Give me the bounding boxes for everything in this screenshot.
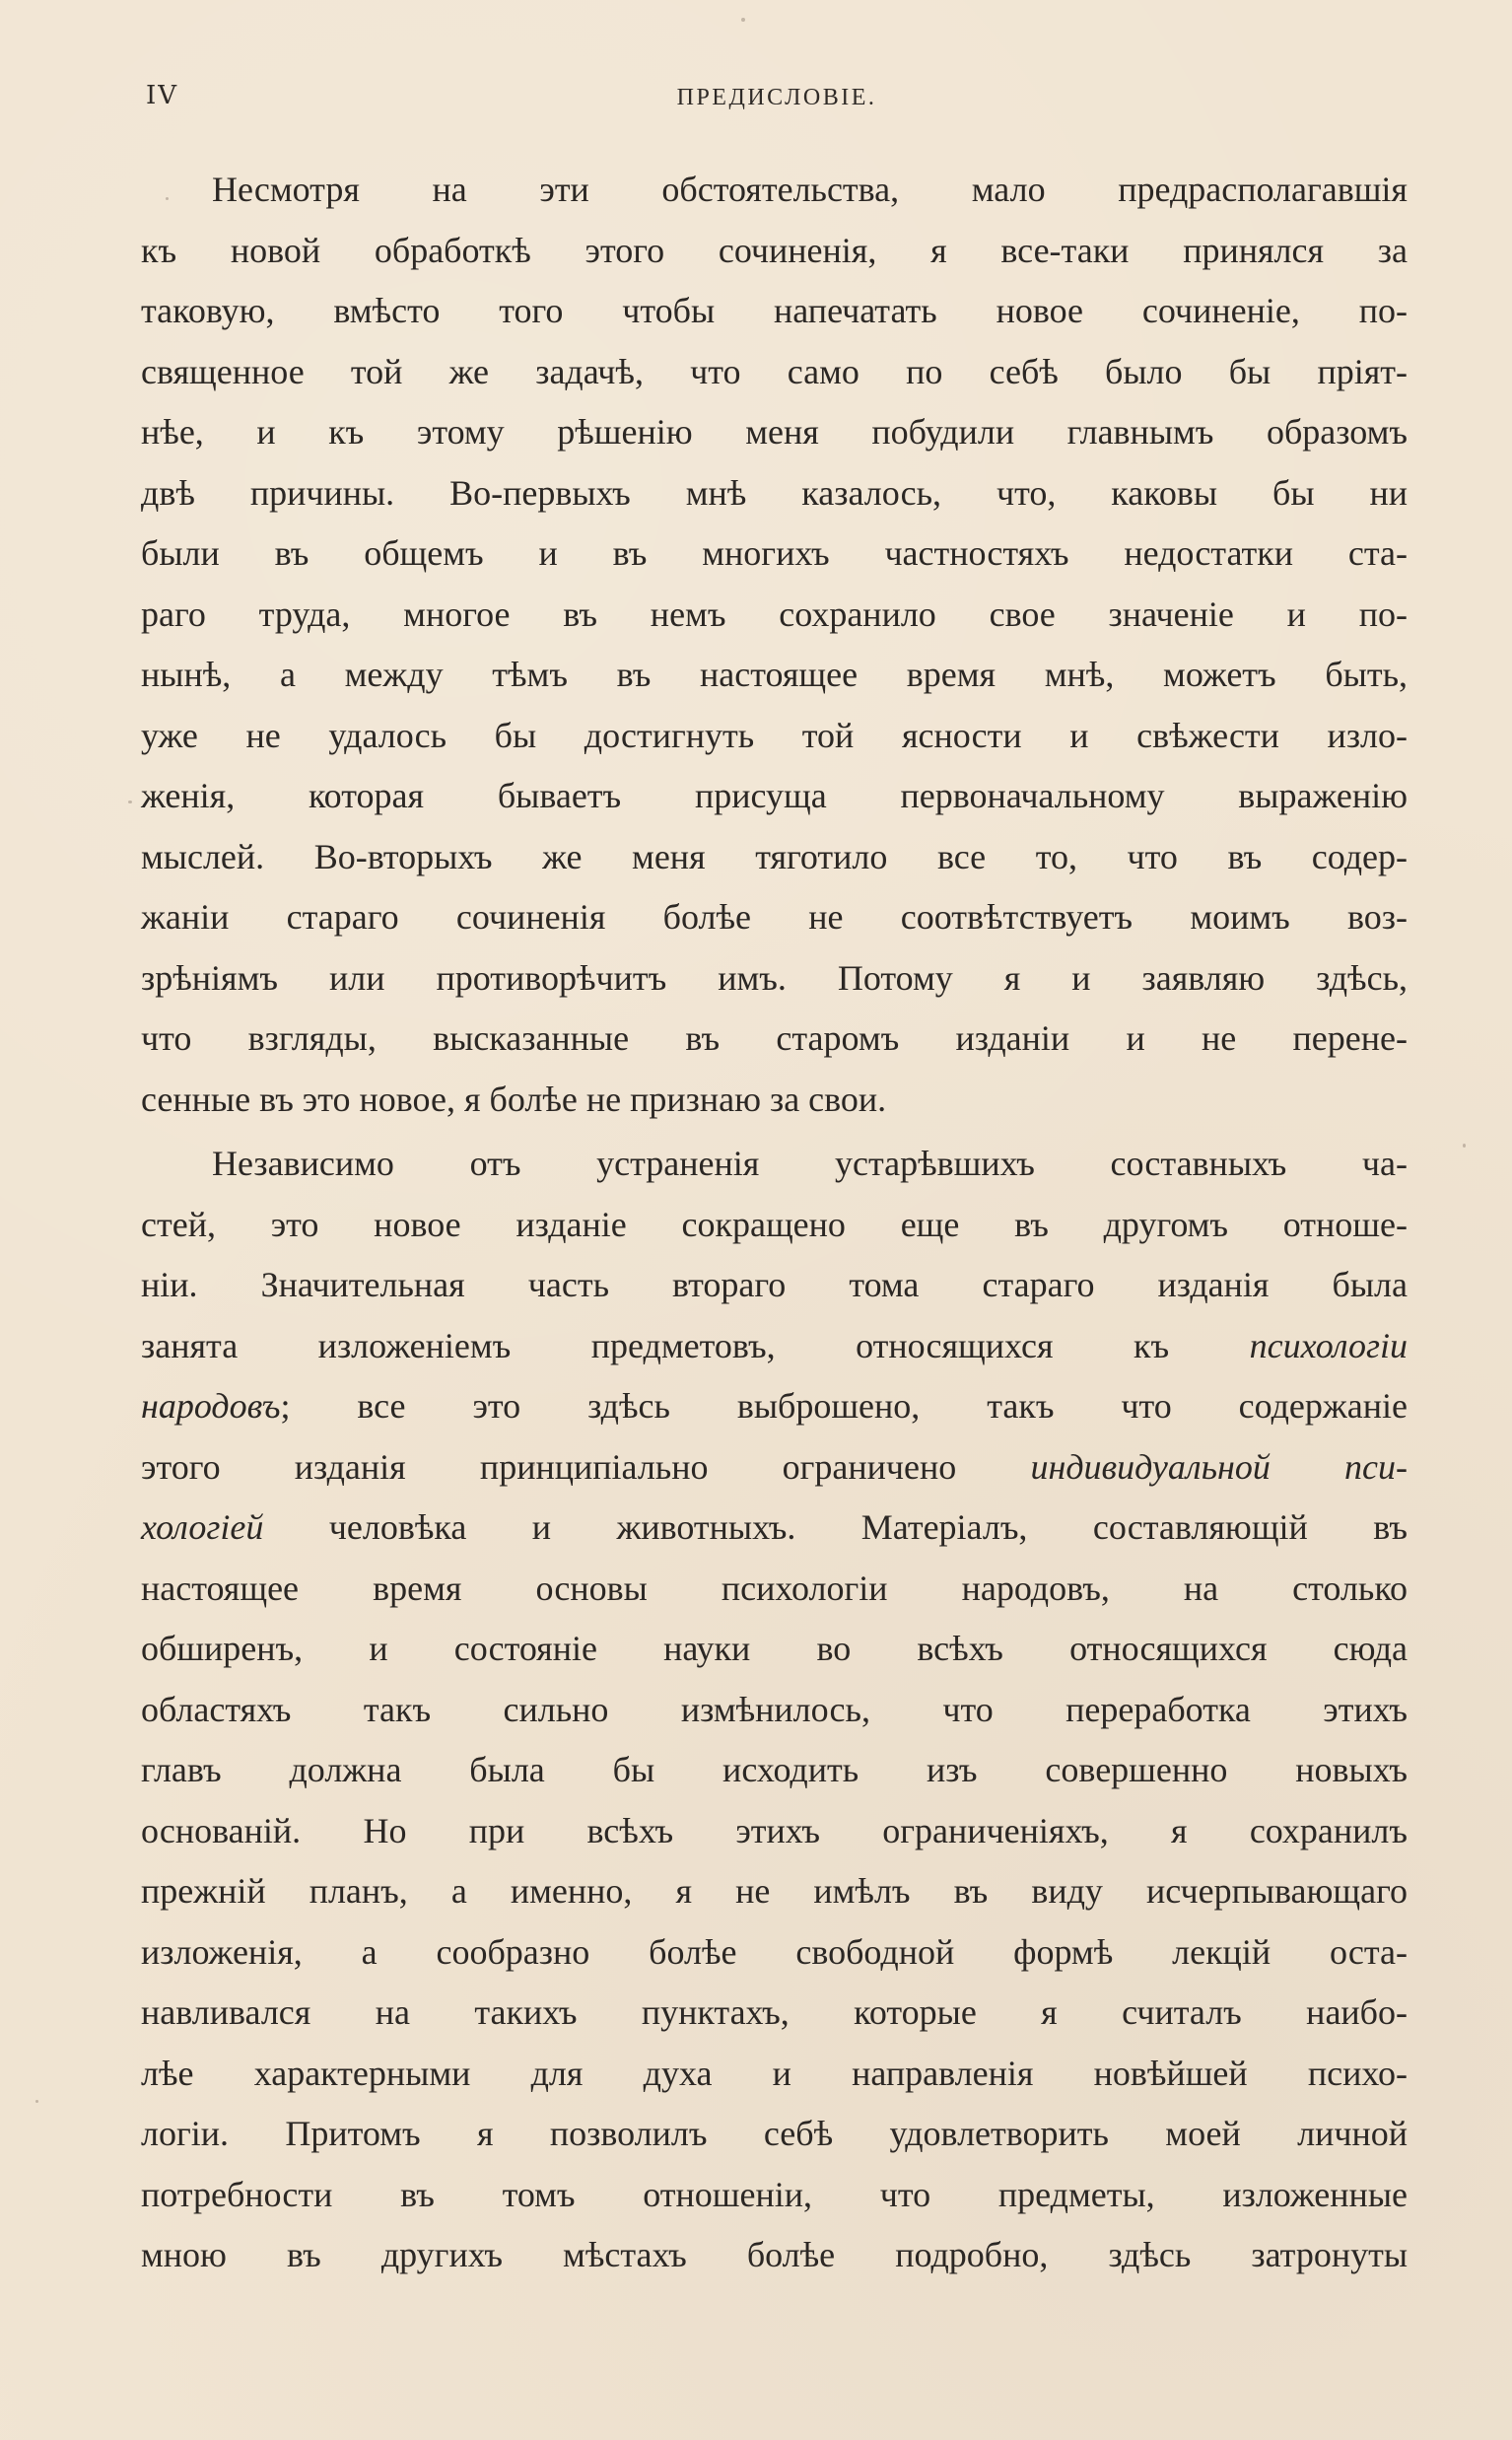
paper-speck xyxy=(166,197,169,200)
text-line: областяхъ такъ сильно измѣнилось, что переработка этихъ xyxy=(141,1689,1408,1729)
paper-speck xyxy=(128,801,132,803)
italic-term: народовъ xyxy=(141,1386,281,1426)
text-line-mixed xyxy=(141,1316,1408,1377)
text-line: Независимо отъ устраненія устарѣвшихъ составныхъ ча- xyxy=(212,1144,1408,1183)
paper-speck xyxy=(532,1463,535,1466)
running-title: ПРЕДИСЛОВІЕ. xyxy=(676,85,877,110)
italic-term: хологіей xyxy=(141,1507,264,1547)
text-line: изложенія, а сообразно болѣе свободной формѣ лекцій оста- xyxy=(141,1931,1408,1972)
text-line: были въ общемъ и въ многихъ частностяхъ недостатки ста- xyxy=(141,533,1408,573)
text-line: къ новой обработкѣ этого сочиненія, я все-таки принялся за xyxy=(141,230,1408,270)
text-line: ніи. Значительная часть втораго тома стараго изданія была xyxy=(141,1265,1408,1304)
text-line: стей, это новое изданіе сокращено еще въ другомъ отноше- xyxy=(141,1204,1408,1244)
body-text xyxy=(141,160,1408,2286)
text-line: основаній. Но при всѣхъ этихъ ограниченіяхъ, я сохранилъ xyxy=(141,1810,1408,1850)
text-line: сенные въ это новое, я болѣе не признаю за свои. xyxy=(141,1079,887,1119)
text-line: двѣ причины. Во-первыхъ мнѣ казалось, что, каковы бы ни xyxy=(141,472,1408,513)
text-line: таковую, вмѣсто того чтобы напечатать новое сочиненіе, по- xyxy=(141,291,1408,330)
italic-term: психологіи xyxy=(1249,1325,1408,1365)
paper-speck xyxy=(1463,1144,1466,1148)
page-header xyxy=(146,81,1408,120)
text-line-mixed xyxy=(141,1498,1408,1559)
text-line: нынѣ, а между тѣмъ въ настоящее время мнѣ, можетъ быть, xyxy=(141,655,1408,694)
text-line: мною въ другихъ мѣстахъ болѣе подробно, здѣсь затронуты xyxy=(141,2235,1408,2274)
text-line: главъ должна была бы исходить изъ совершенно новыхъ xyxy=(141,1750,1408,1789)
text-line-mixed xyxy=(141,1437,1408,1499)
text-run: человѣка и животныхъ. Матеріалъ, составляющій въ xyxy=(263,1507,1408,1547)
text-line: священное той же задачѣ, что само по себѣ было бы пріят- xyxy=(141,351,1408,391)
paper-speck xyxy=(35,2100,38,2103)
text-run: этого изданія принципіально ограничено xyxy=(141,1446,1031,1487)
text-line: зрѣніямъ или противорѣчитъ имъ. Потому я и заявляю здѣсь, xyxy=(141,957,1408,998)
text-line: логіи. Притомъ я позволилъ себѣ удовлетворить моей личной xyxy=(141,2114,1408,2153)
text-line: прежній планъ, а именно, я не имѣлъ въ виду исчерпывающаго xyxy=(141,1871,1408,1911)
text-line: Несмотря на эти обстоятельства, мало предрасполагавшія xyxy=(212,170,1408,209)
text-line: потребности въ томъ отношеніи, что предметы, изложенные xyxy=(141,2174,1408,2214)
italic-term: индивидуальной пси- xyxy=(1030,1446,1408,1487)
text-line: обширенъ, и состояніе науки во всѣхъ относящихся сюда xyxy=(141,1629,1408,1668)
text-line: настоящее время основы психологіи народовъ, на столько xyxy=(141,1568,1408,1608)
text-line: навливался на такихъ пунктахъ, которые я считалъ наибо- xyxy=(141,1992,1408,2032)
paper-speck xyxy=(741,18,745,22)
text-line: мыслей. Во-вторыхъ же меня тяготило все то, что въ содер- xyxy=(141,836,1408,876)
text-run: занята изложеніемъ предметовъ, относящихся къ xyxy=(141,1325,1250,1365)
text-line: жаніи стараго сочиненія болѣе не соотвѣтствуетъ моимъ воз- xyxy=(141,897,1408,937)
text-line: лѣе характерными для духа и направленія новѣйшей психо- xyxy=(141,2053,1408,2093)
text-run: ; все это здѣсь выброшено, такъ что содержаніе xyxy=(280,1386,1408,1426)
page-number: IV xyxy=(146,81,179,110)
text-line: раго труда, многое въ немъ сохранило свое значеніе и по- xyxy=(141,593,1408,634)
text-line: уже не удалось бы достигнуть той ясности и свѣжести изло- xyxy=(141,715,1408,755)
text-line: нѣе, и къ этому рѣшенію меня побудили главнымъ образомъ xyxy=(141,412,1408,452)
text-line-mixed xyxy=(141,1376,1408,1437)
text-line: женія, которая бываетъ присуща первоначальному выраженію xyxy=(141,776,1408,815)
text-line: что взгляды, высказанные въ старомъ изданіи и не перене- xyxy=(141,1018,1408,1058)
